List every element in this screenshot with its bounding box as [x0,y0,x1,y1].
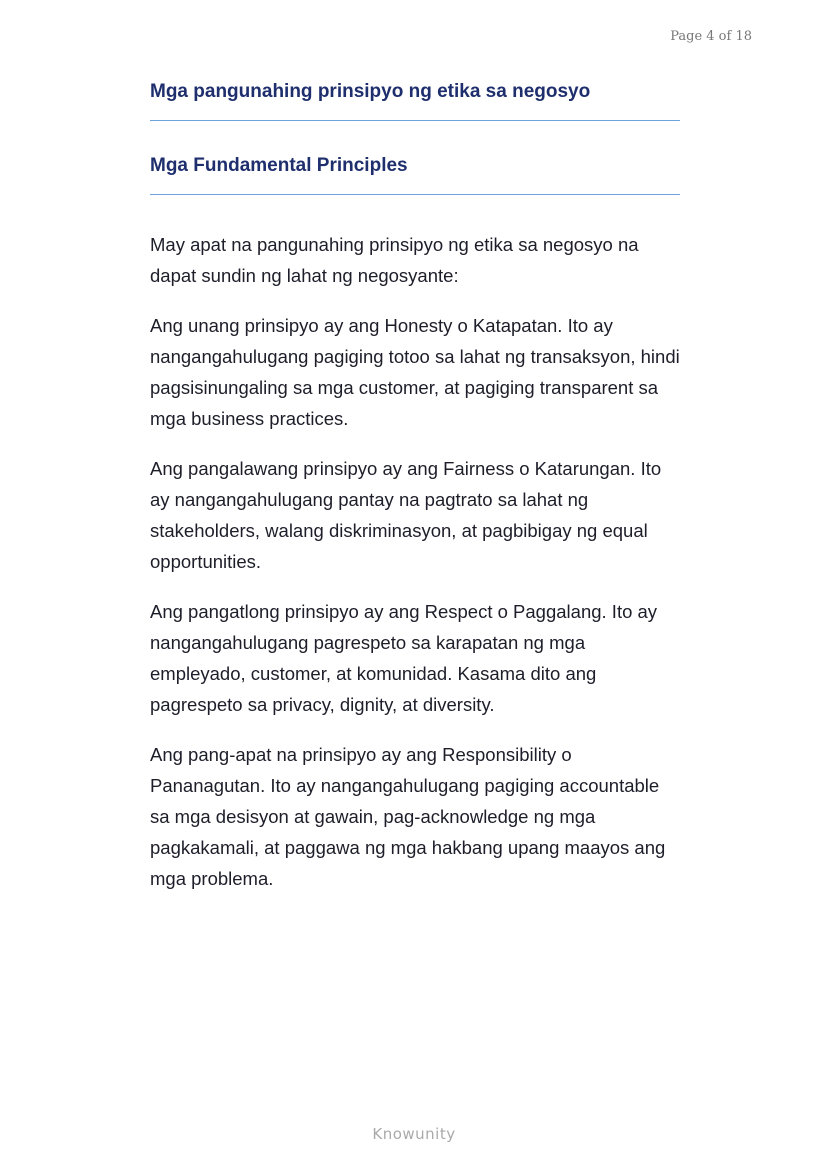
fairness-paragraph: Ang pangalawang prinsipyo ay ang Fairness o Katarungan. Ito ay nangangahulugang pantay na pagtrato sa lahat ng stakeholders, walang diskriminasyon, at pagbibigay ng equal opportunities. [150,458,662,572]
respect-paragraph: Ang pangatlong prinsipyo ay ang Respect o Paggalang. Ito ay nangangahulugang pagrespeto sa karapatan ng mga empleyado, customer, at komunidad. Kasama dito ang pagrespeto sa privacy, dignity, at diversity. [150,601,658,715]
responsibility-paragraph: Ang pang-apat na prinsipyo ay ang Responsibility o Pananagutan. Ito ay nangangahulugang pagiging accountable sa mga desisyon at gawain, pag-acknowledge ng mga pagkakamali, at paggawa ng mga hakbang upang maayos ang mga problema. [150,744,666,889]
body-text [150,229,680,894]
section-title: Mga pangunahing prinsipyo ng etika sa negosyo [150,78,680,121]
honesty-paragraph: Ang unang prinsipyo ay ang Honesty o Katapatan. Ito ay nangangahulugang pagiging totoo sa lahat ng transaksyon, hindi pagsisinungaling sa mga customer, at pagiging transparent sa mga business practices. [150,315,680,429]
subsection-title: Mga Fundamental Principles [150,152,680,195]
footer-brand: Knowunity [372,1125,456,1143]
page-number: Page 4 of 18 [670,29,752,44]
document-content [150,78,680,913]
intro-paragraph: May apat na pangunahing prinsipyo ng etika sa negosyo na dapat sundin ng lahat ng negosyante: [150,234,639,286]
